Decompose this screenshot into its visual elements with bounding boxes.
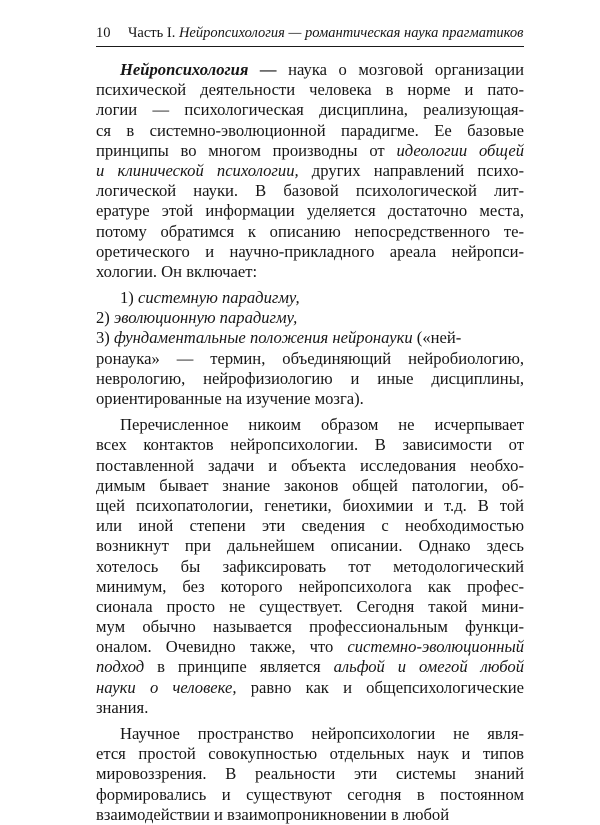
text-line xyxy=(96,222,524,242)
text-run: ературе этой информации уделяется достаточно места, xyxy=(96,201,524,221)
text-run: оретического и научно-прикладного ареала нейропси- xyxy=(96,241,524,261)
text-line xyxy=(96,597,524,617)
paragraph xyxy=(96,724,524,825)
text-line xyxy=(96,456,524,476)
text-line xyxy=(96,201,524,221)
text-run: хотелось бы зафиксировать тот методологический xyxy=(96,556,524,576)
header-rule xyxy=(96,46,524,47)
text-run: мировоззрения. В реальности эти системы знаний xyxy=(96,764,524,784)
text-run: логической науки. В базовой психологической лит- xyxy=(96,181,524,201)
text-run: поставленной задачи и объекта исследования необхо- xyxy=(96,455,524,475)
emphasis-text: фундаментальные положения нейронауки xyxy=(113,328,413,348)
text-run: потому обратимся к описанию непосредственного те- xyxy=(96,221,524,241)
text-line xyxy=(96,161,524,181)
text-run: мум обычно называется профессиональным функци- xyxy=(96,617,524,637)
text-line xyxy=(96,328,524,348)
text-line xyxy=(96,496,524,516)
emphasis-text: эволюционную парадигму, xyxy=(113,308,298,328)
text-run: равно как и общепсихологические xyxy=(236,677,524,697)
text-line xyxy=(96,577,524,597)
text-run: логии — психологическая дисциплина, реализующая- xyxy=(96,100,524,120)
text-run: неврологию, нейрофизиологию и иные дисциплины, xyxy=(96,368,524,388)
text-line xyxy=(96,805,524,825)
text-line xyxy=(96,242,524,262)
text-run: формировались и существуют сегодня в постоянном xyxy=(96,784,524,804)
text-line xyxy=(96,516,524,536)
text-line xyxy=(96,100,524,120)
text-line xyxy=(96,262,524,282)
running-title xyxy=(128,22,523,44)
text-line xyxy=(96,557,524,577)
chapter-title: Нейропсихология — романтическая наука прагматиков xyxy=(178,25,524,41)
page-header xyxy=(96,22,524,44)
text-line xyxy=(96,349,524,369)
text-run: димым бывает знание законов общей патологии, об- xyxy=(96,475,524,495)
text-line xyxy=(96,60,524,80)
text-run: оналом. Очевидно также, что xyxy=(96,637,348,657)
emphasis-text: подход xyxy=(96,657,145,677)
text-line xyxy=(96,141,524,161)
text-line xyxy=(96,369,524,389)
text-run: Перечисленное никоим образом не исчерпывает xyxy=(120,415,524,435)
text-run: наука о мозговой организации xyxy=(276,60,524,79)
text-line xyxy=(96,764,524,784)
paragraph xyxy=(96,60,524,282)
text-line xyxy=(96,744,524,764)
text-run: хологии. Он включает: xyxy=(96,261,258,281)
body-text xyxy=(96,60,524,825)
text-line xyxy=(96,637,524,657)
part-label: Часть I. xyxy=(128,25,176,41)
emphasis-text: Нейропсихология — xyxy=(120,60,277,79)
text-line xyxy=(96,617,524,637)
text-line xyxy=(96,308,524,328)
text-run: всех контактов нейропсихологии. В зависимости от xyxy=(96,435,524,455)
text-line xyxy=(96,121,524,141)
text-run: психической деятельности человека в норме и пато- xyxy=(96,80,524,100)
text-run: ется простой совокупностью отдельных наук и типов xyxy=(96,744,524,764)
emphasis-text: системно-эволюционный xyxy=(347,637,524,657)
text-line xyxy=(96,785,524,805)
text-line xyxy=(96,288,524,308)
emphasis-text: системную парадигму, xyxy=(137,288,300,308)
text-run: («ней- xyxy=(412,328,462,348)
emphasis-text: идеологии общей xyxy=(396,140,524,160)
text-run: знания. xyxy=(96,697,149,717)
text-line xyxy=(96,181,524,201)
text-line xyxy=(96,657,524,677)
emphasis-text: науки о человеке, xyxy=(96,677,237,697)
text-line xyxy=(96,536,524,556)
text-run: ронаука» — термин, объединяющий нейробиологию, xyxy=(96,348,524,368)
text-line xyxy=(96,415,524,435)
emphasis-text: и клинической психологии, xyxy=(96,160,299,180)
text-run: в принципе является xyxy=(144,657,334,677)
text-line xyxy=(96,476,524,496)
text-run: сионала просто не существует. Сегодня такой мини- xyxy=(96,596,524,616)
text-run: возникнут при дальнейшем описании. Однако здесь xyxy=(96,536,524,556)
paragraph xyxy=(96,415,524,718)
text-run: щей психопатологии, генетики, биохимии и т.д. В той xyxy=(96,495,524,515)
text-run: взаимодействии и взаимопроникновении в любой xyxy=(96,804,450,824)
text-run: минимум, без которого нейропсихолога как профес- xyxy=(96,576,524,596)
text-line xyxy=(96,724,524,744)
list-block xyxy=(96,288,524,409)
text-line xyxy=(96,698,524,718)
text-run: 2) xyxy=(96,308,114,328)
text-run: или иной степени эти сведения с необходимостью xyxy=(96,516,524,536)
text-run: Научное пространство нейропсихологии не явля- xyxy=(120,724,524,743)
emphasis-text: альфой и омегой любой xyxy=(333,657,524,677)
text-run: ся в системно-эволюционной парадигме. Ее базовые xyxy=(96,120,524,140)
text-run: ориентированные на изучение мозга). xyxy=(96,389,364,408)
text-line xyxy=(96,435,524,455)
text-run: принципы во многом производны от xyxy=(96,140,397,160)
text-line xyxy=(96,389,524,409)
page-number: 10 xyxy=(96,25,111,41)
text-run: 3) xyxy=(96,328,114,348)
text-run: 1) xyxy=(120,288,138,308)
text-line xyxy=(96,80,524,100)
text-run: других направлений психо- xyxy=(298,160,524,180)
text-line xyxy=(96,678,524,698)
